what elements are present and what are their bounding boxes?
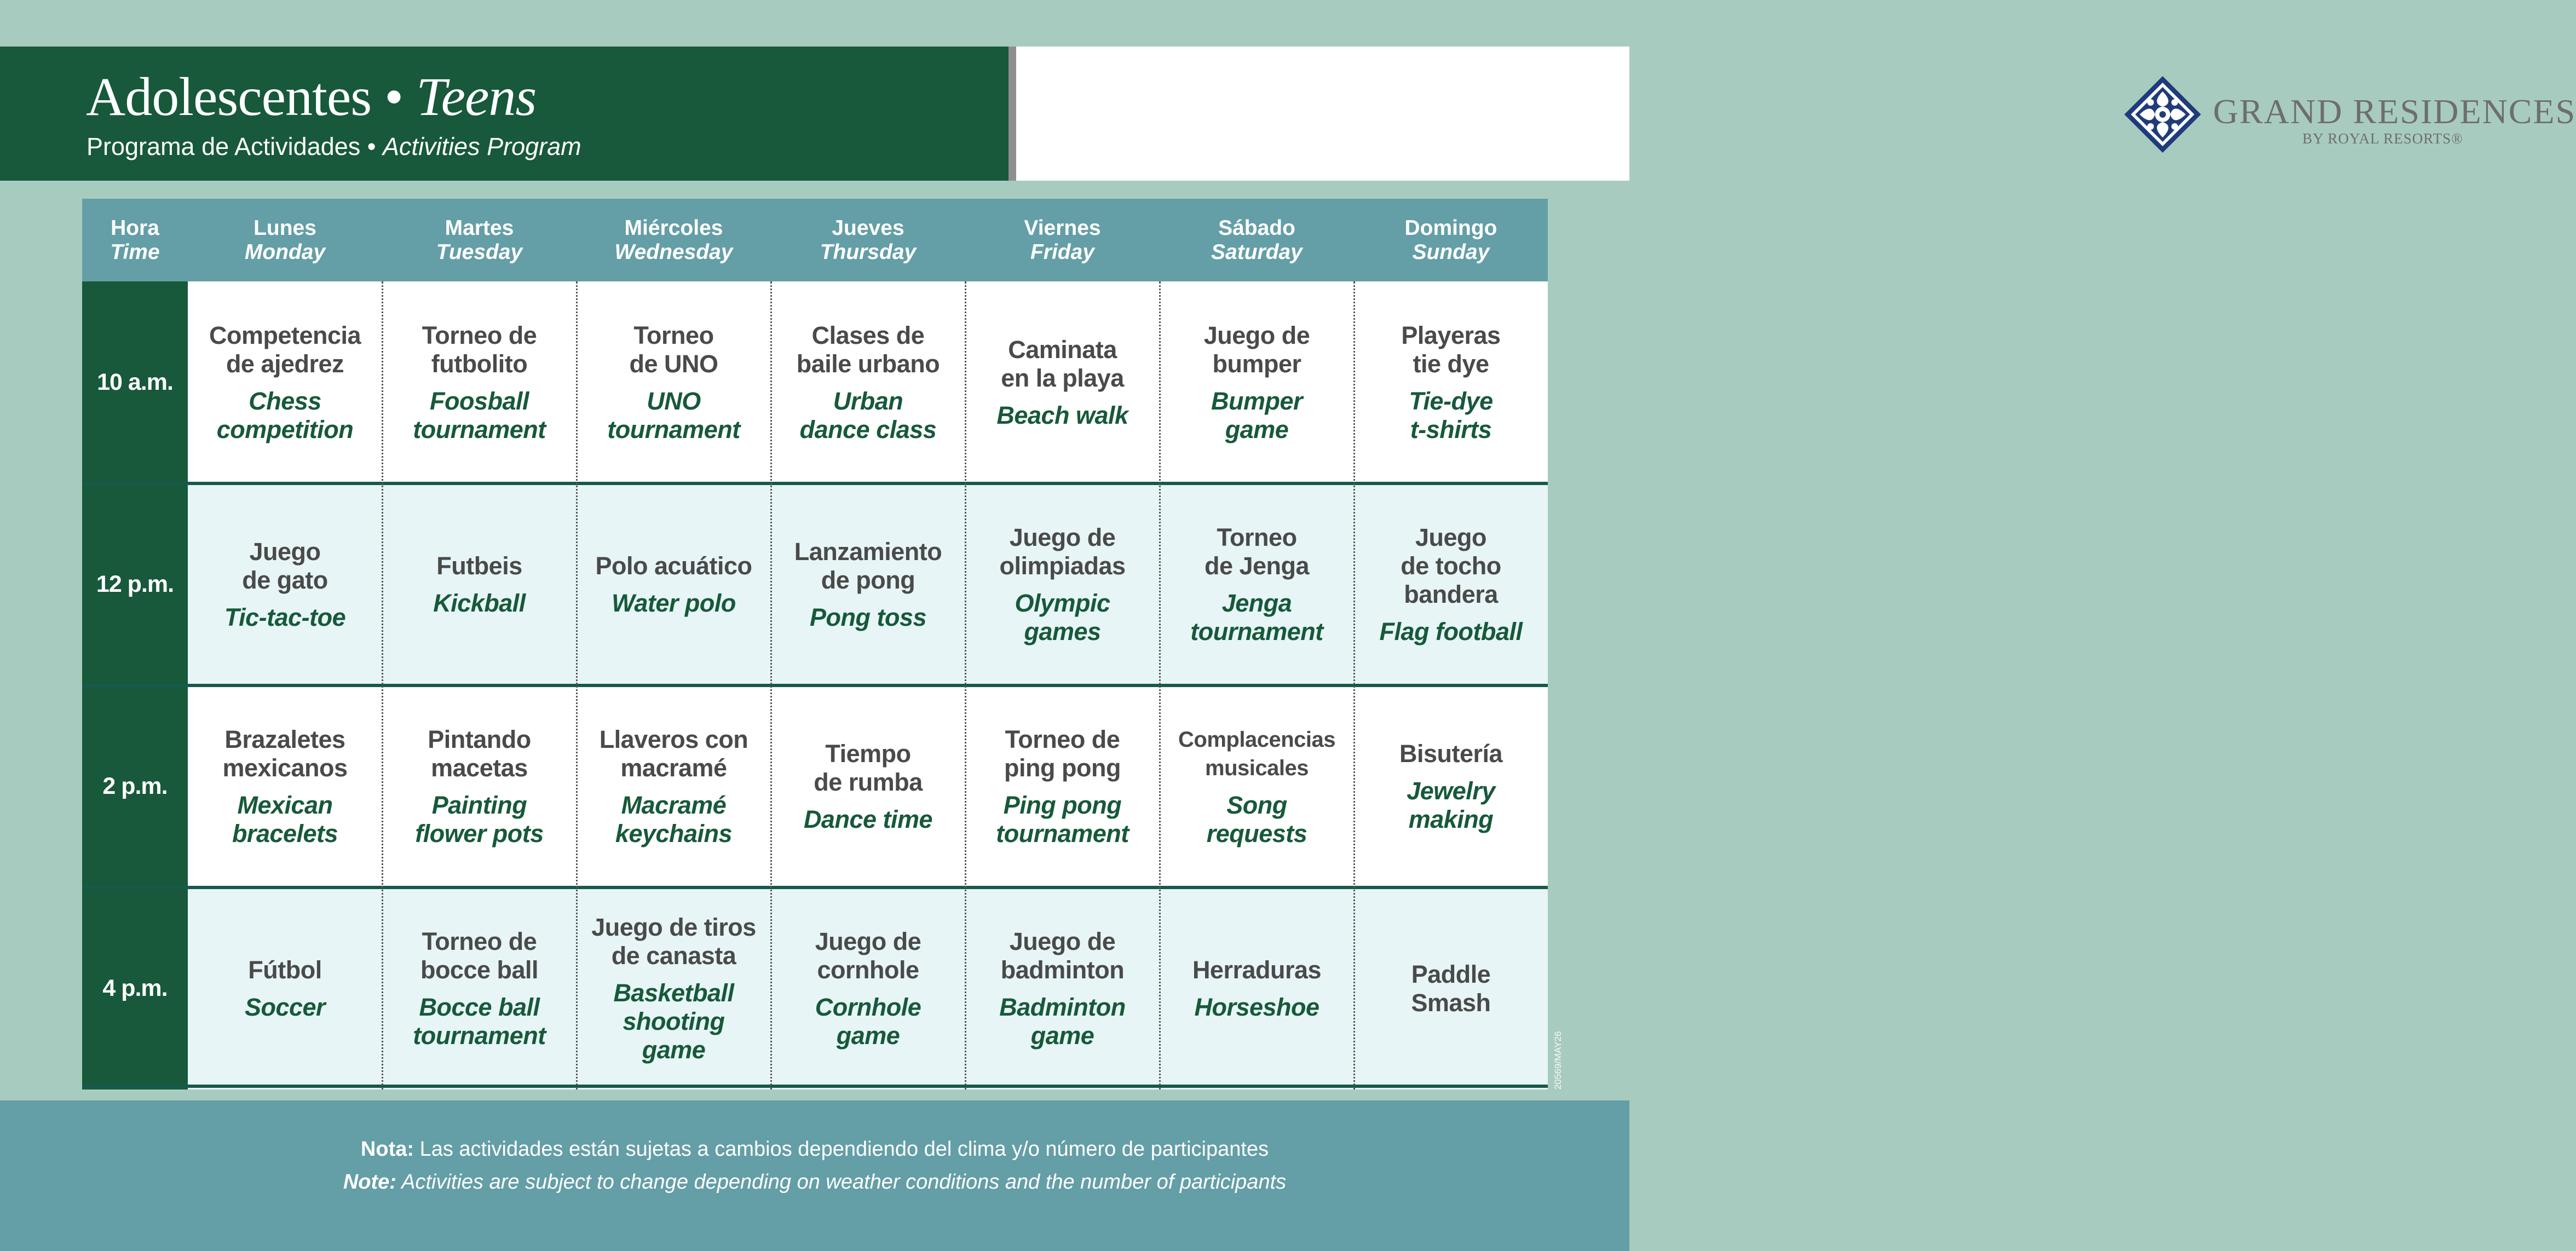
activity-name-en: Chess competition <box>216 387 354 443</box>
time-label: 12 p.m. <box>96 571 174 597</box>
logo-panel <box>1016 47 2576 181</box>
column-header-en: Sunday <box>1412 240 1490 264</box>
activity-name-es: Juego de bumper <box>1203 321 1310 378</box>
column-header-es: Viernes <box>1024 216 1101 240</box>
column-header-en: Thursday <box>820 240 917 264</box>
logo-name: GRAND RESIDENCES <box>2213 92 2576 131</box>
activity-name-es: Juego de gato <box>242 537 328 594</box>
header-divider <box>1008 47 1016 181</box>
activity-name-es: Clases de baile urbano <box>796 321 940 378</box>
column-header-hora <box>82 199 188 281</box>
activity-cell-sunday <box>1354 887 1548 1089</box>
activity-name-es: Bisutería <box>1399 739 1503 768</box>
activity-cell-sunday <box>1354 685 1548 887</box>
activity-cell-tuesday <box>382 685 577 887</box>
activity-name-en: Cornhole game <box>815 993 921 1050</box>
column-header-es: Domingo <box>1404 216 1497 240</box>
activity-cell-monday <box>188 483 382 685</box>
activity-cell-thursday <box>771 685 965 887</box>
column-divider <box>576 281 578 1089</box>
column-header-en: Friday <box>1030 240 1095 264</box>
time-label: 10 a.m. <box>97 369 173 395</box>
activity-name-en: Macramé keychains <box>615 791 733 848</box>
column-header-es: Martes <box>445 216 514 240</box>
time-label: 4 p.m. <box>102 975 168 1001</box>
column-header-en: Saturday <box>1211 240 1303 264</box>
column-header-en: Monday <box>244 240 326 264</box>
activity-name-es: Competencia de ajedrez <box>209 321 361 378</box>
note-spanish-text: Las actividades están sujetas a cambios dependiendo del clima y/o número de participantes <box>414 1138 1269 1161</box>
column-header-en: Tuesday <box>436 240 523 264</box>
activity-cell-friday <box>965 483 1160 685</box>
note-english-text: Activities are subject to change depending on weather conditions and the number of participants <box>396 1171 1287 1194</box>
activity-name-en: Jenga tournament <box>1190 589 1323 645</box>
column-divider <box>965 281 966 1089</box>
document-code: 20569/MAY26 <box>1553 1031 1563 1089</box>
activity-name-es: Brazaletes mexicanos <box>222 725 348 782</box>
activity-cell-friday <box>965 887 1160 1089</box>
activity-name-en: Foosball tournament <box>413 387 546 443</box>
activity-cell-wednesday <box>577 887 771 1089</box>
table-row <box>188 483 1548 685</box>
row-divider <box>82 482 1548 485</box>
activity-cell-saturday <box>1160 685 1354 887</box>
table-row <box>188 281 1548 483</box>
activity-name-es: Juego de tocho bandera <box>1401 523 1501 608</box>
activity-cell-tuesday <box>382 281 577 483</box>
activity-name-es: Polo acuático <box>595 551 752 580</box>
column-header-friday <box>965 199 1160 281</box>
column-header-sunday <box>1354 199 1548 281</box>
footer <box>0 1100 1629 1251</box>
activity-name-en: Jewelry making <box>1407 776 1495 833</box>
activity-cell-saturday <box>1160 281 1354 483</box>
activity-name-en: Mexican bracelets <box>232 791 338 848</box>
activity-name-en: UNO tournament <box>607 387 740 443</box>
row-divider <box>82 684 1548 687</box>
page-subtitle <box>87 133 581 160</box>
activity-name-es: Fútbol <box>248 955 322 984</box>
note-english <box>0 1171 1629 1194</box>
activity-name-en: Tic-tac-toe <box>224 603 346 631</box>
activity-name-es: Juego de cornhole <box>815 927 921 984</box>
activity-name-en: Horseshoe <box>1194 993 1319 1021</box>
column-header-es: Hora <box>111 216 159 240</box>
activity-name-es: Playeras tie dye <box>1401 321 1501 378</box>
activity-name-en: Beach walk <box>996 401 1128 429</box>
activity-name-en: Kickball <box>433 589 526 617</box>
column-divider <box>1353 281 1355 1089</box>
activity-name-es: Herraduras <box>1192 955 1322 984</box>
row-divider <box>82 886 1548 889</box>
activity-cell-wednesday <box>577 685 771 887</box>
activity-cell-friday <box>965 281 1160 483</box>
activity-name-en: Urban dance class <box>799 387 937 443</box>
column-divider <box>770 281 772 1089</box>
column-header-thursday <box>771 199 965 281</box>
activity-name-en: Tie-dye t-shirts <box>1409 387 1493 443</box>
activity-name-es: Paddle Smash <box>1411 960 1491 1017</box>
note-spanish-label: Nota: <box>360 1138 414 1161</box>
activity-name-es: Lanzamiento de pong <box>794 537 942 594</box>
activity-name-es: Torneo de bocce ball <box>420 927 539 984</box>
activity-name-en: Flag football <box>1379 617 1523 645</box>
activity-name-es: Tiempo de rumba <box>814 739 923 796</box>
activity-cell-tuesday <box>382 483 577 685</box>
activity-name-en: Ping pong tournament <box>996 791 1129 848</box>
activity-name-en: Soccer <box>244 993 326 1021</box>
title-english: Teens <box>416 66 537 127</box>
header-title-panel <box>0 47 1008 181</box>
activity-cell-thursday <box>771 281 965 483</box>
activity-cell-saturday <box>1160 887 1354 1089</box>
column-header-monday <box>188 199 382 281</box>
activity-name-es: Llaveros con macramé <box>599 725 748 782</box>
schedule-table <box>82 199 1548 1089</box>
column-header-tuesday <box>382 199 577 281</box>
activity-name-en: Bocce ball tournament <box>413 993 546 1050</box>
activity-name-en: Badminton game <box>999 993 1126 1050</box>
diamond-ornament-icon <box>2122 74 2203 155</box>
activity-name-es: Caminata en la playa <box>1001 335 1124 392</box>
header <box>0 47 2576 181</box>
activity-cell-tuesday <box>382 887 577 1089</box>
column-header-en: Wednesday <box>614 240 733 264</box>
column-header-es: Jueves <box>832 216 904 240</box>
page-title <box>86 66 537 127</box>
activity-name-es: Torneo de Jenga <box>1204 523 1310 580</box>
column-header-en: Time <box>110 240 160 264</box>
activity-cell-thursday <box>771 887 965 1089</box>
column-header-saturday <box>1160 199 1354 281</box>
row-divider <box>82 1085 1548 1088</box>
activity-name-en: Water polo <box>612 589 736 617</box>
column-header-es: Lunes <box>253 216 316 240</box>
title-spanish: Adolescentes • <box>86 66 417 127</box>
activity-cell-wednesday <box>577 281 771 483</box>
activity-cell-thursday <box>771 483 965 685</box>
activity-name-es: Futbeis <box>436 551 522 580</box>
activity-name-en: Pong toss <box>809 603 926 631</box>
activity-name-es: Pintando macetas <box>428 725 531 782</box>
note-english-label: Note: <box>343 1171 396 1194</box>
logo-tagline: BY ROYAL RESORTS® <box>2302 130 2463 147</box>
activity-name-es: Juego de badminton <box>1000 927 1125 984</box>
activity-name-en: Dance time <box>803 805 933 833</box>
activity-name-es: Complacencias musicales <box>1178 727 1335 780</box>
activity-cell-monday <box>188 281 382 483</box>
column-header-wednesday <box>577 199 771 281</box>
activity-name-en: Bumper game <box>1211 387 1303 443</box>
table-row <box>188 685 1548 887</box>
activity-name-es: Torneo de UNO <box>629 321 718 378</box>
activity-cell-monday <box>188 685 382 887</box>
table-header-row <box>82 199 1548 281</box>
activity-cell-sunday <box>1354 281 1548 483</box>
activity-name-es: Torneo de ping pong <box>1004 725 1121 782</box>
activity-cell-saturday <box>1160 483 1354 685</box>
subtitle-english: Activities Program <box>383 132 581 160</box>
column-header-es: Miércoles <box>624 216 723 240</box>
activity-name-en: Painting flower pots <box>415 791 544 848</box>
activity-cell-friday <box>965 685 1160 887</box>
activity-name-en: Olympic games <box>1015 589 1110 645</box>
subtitle-spanish: Programa de Actividades • <box>87 132 383 160</box>
activity-name-en: Basketball shooting game <box>613 978 734 1064</box>
column-divider <box>382 281 383 1089</box>
activity-cell-wednesday <box>577 483 771 685</box>
column-divider <box>1159 281 1161 1089</box>
activity-name-en: Song requests <box>1206 791 1307 848</box>
note-spanish <box>0 1138 1629 1161</box>
activity-cell-monday <box>188 887 382 1089</box>
activity-cell-sunday <box>1354 483 1548 685</box>
time-label: 2 p.m. <box>102 773 168 799</box>
activity-name-es: Juego de olimpiadas <box>999 523 1126 580</box>
logo-wordmark <box>2213 92 2576 147</box>
table-row <box>188 887 1548 1089</box>
column-header-es: Sábado <box>1218 216 1295 240</box>
activity-name-es: Torneo de futbolito <box>422 321 537 378</box>
activity-name-es: Juego de tiros de canasta <box>591 913 756 970</box>
